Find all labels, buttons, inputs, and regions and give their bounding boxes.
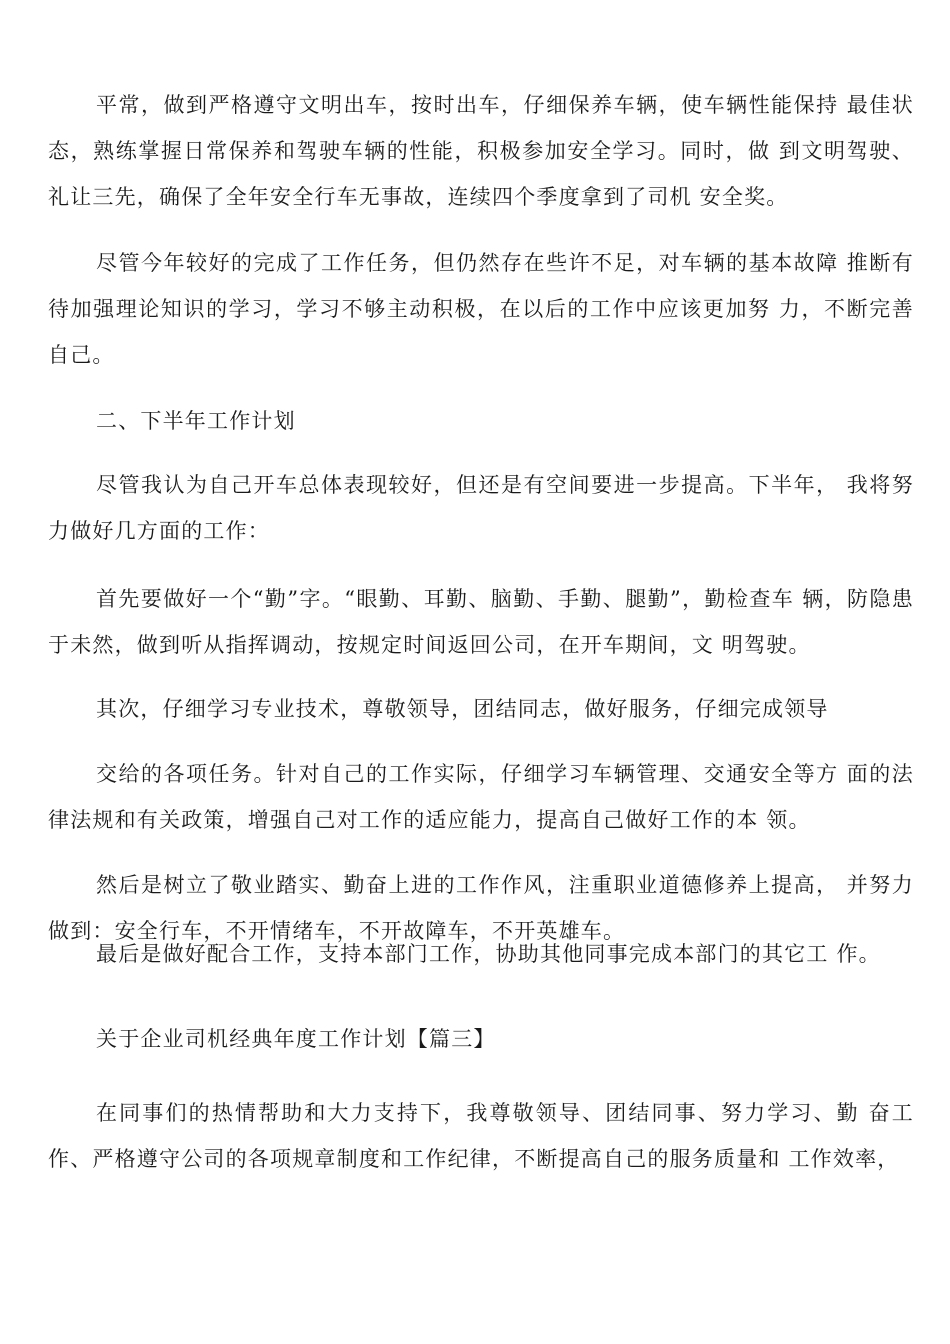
paragraph-work-style: 然后是树立了敬业踏实、勤奋上进的工作作风，注重职业道德修养上提高， 并努力做到：安全行车，不开情绪车，不开故障车，不开英雄车。 [48, 873, 914, 943]
paragraph-shortcomings: 尽管今年较好的完成了工作任务，但仍然存在些许不足，对车辆的基本故障 推断有待加强理论知识的学习，学习不够主动积极，在以后的工作中应该更加努 力，不断完善自己。 [48, 251, 914, 367]
section-heading-second-half-plan: 二、下半年工作计划 [96, 409, 296, 433]
paragraph-first-diligence: 首先要做好一个“勤”字。“眼勤、耳勤、脑勤、手勤、腿勤”，勤检查车 辆，防隐患于未然，做到听从指挥调动，按规定时间返回公司，在开车期间，文 明驾驶。 [48, 587, 914, 657]
paragraph-colleagues-support: 在同事们的热情帮助和大力支持下，我尊敬领导、团结同事、努力学习、勤 奋工作、严格遵守公司的各项规章制度和工作纪律，不断提高自己的服务质量和 工作效率， [48, 1101, 914, 1171]
paragraph-plan-intro: 尽管我认为自己开车总体表现较好，但还是有空间要进一步提高。下半年， 我将努力做好几方面的工作： [48, 473, 914, 543]
paragraph-second-study: 其次，仔细学习专业技术，尊敬领导，团结同志，做好服务，仔细完成领导 [96, 697, 829, 721]
paragraph-finally-cooperation: 最后是做好配合工作，支持本部门工作，协助其他同事完成本部门的其它工 作。 [96, 942, 881, 966]
paragraph-tasks-regulations: 交给的各项任务。针对自己的工作实际，仔细学习车辆管理、交通安全等方 面的法律法规和有关政策，增强自己对工作的适应能力，提高自己做好工作的本 领。 [48, 762, 914, 832]
article-title-part-three: 关于企业司机经典年度工作计划【篇三】 [96, 1027, 496, 1051]
paragraph-daily-driving: 平常，做到严格遵守文明出车，按时出车，仔细保养车辆，使车辆性能保持 最佳状态，熟练掌握日常保养和驾驶车辆的性能，积极参加安全学习。同时，做 到文明驾驶、礼让三先，确保了全年安全行车无事故，连续四个季度拿到了司机 安全奖。 [48, 93, 914, 209]
